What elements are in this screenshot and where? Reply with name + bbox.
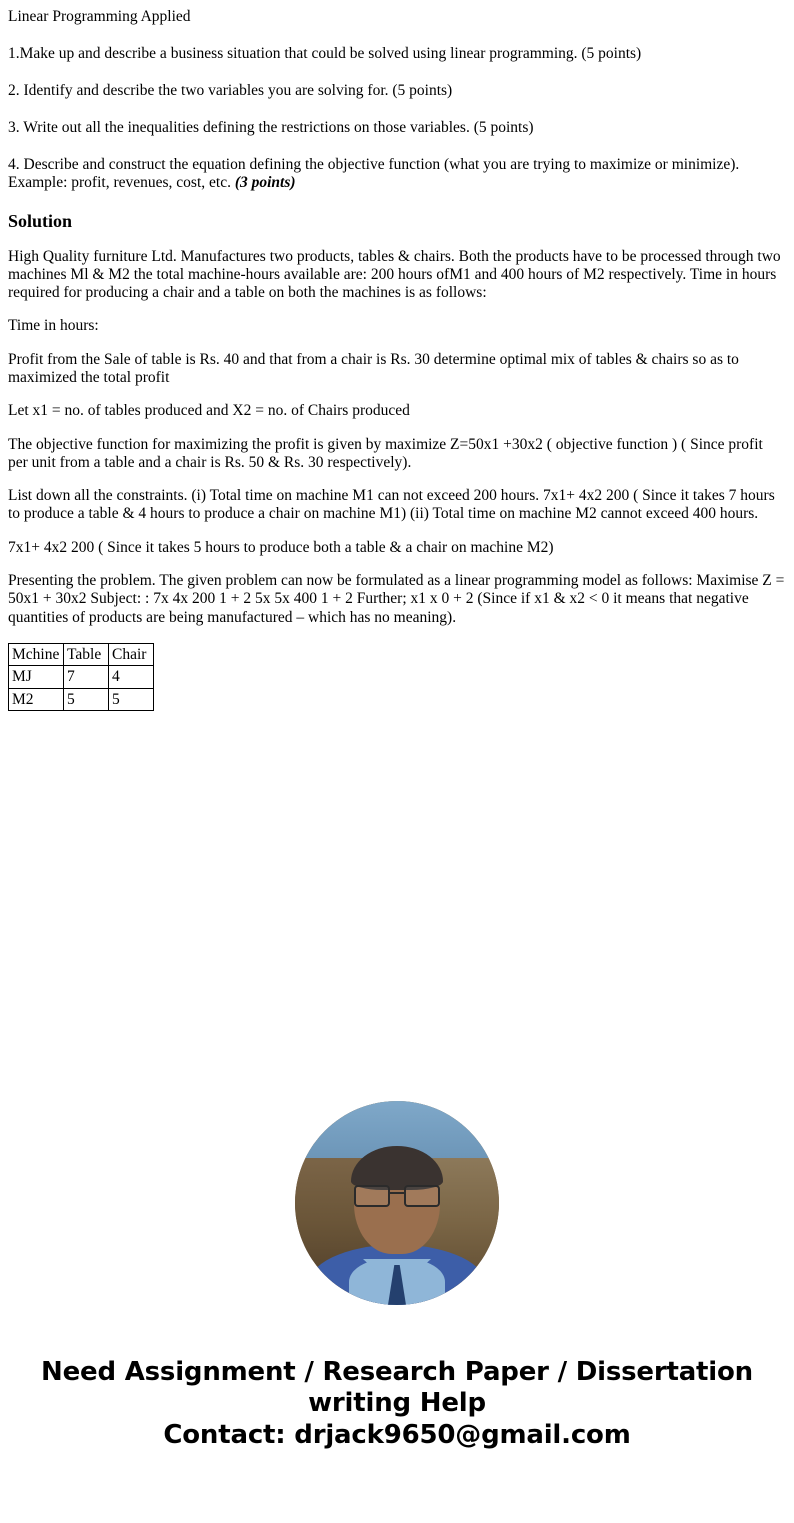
cell-table-1: 5 xyxy=(64,688,109,710)
promo-line-1: Need Assignment / Research Paper / Dissertation writing Help xyxy=(41,1356,753,1418)
solution-paragraph-8: Presenting the problem. The given problem can now be formulated as a linear programming model as follows: Maximise Z = 50x1 + 30x2 Subject: : 7x 4x 200 1 + 2 5x 5x 400 1 + 2 Further; x1 x 0 + 2 (Since if x1 & x2 < 0 it means that negative quantities of products are being manufactured – which has no meaning). xyxy=(8,571,785,626)
question-4 xyxy=(8,156,786,192)
table-header-machine: Mchine xyxy=(9,643,64,665)
table-header-chair: Chair xyxy=(109,643,154,665)
machine-hours-table xyxy=(8,643,154,711)
question-4-text: 4. Describe and construct the equation defining the objective function (what you are trying to maximize or minimize). Example: profit, revenues, cost, etc. xyxy=(8,156,740,191)
avatar xyxy=(295,1101,499,1305)
question-1: 1.Make up and describe a business situation that could be solved using linear programming. (5 points) xyxy=(8,45,642,62)
question-2: 2. Identify and describe the two variables you are solving for. (5 points) xyxy=(8,82,453,99)
cell-chair-0: 4 xyxy=(109,666,154,688)
solution-heading: Solution xyxy=(8,211,73,231)
table-header-table: Table xyxy=(64,643,109,665)
question-3: 3. Write out all the inequalities defining the restrictions on those variables. (5 points) xyxy=(8,119,534,136)
photo-section xyxy=(8,1101,786,1305)
glasses-icon xyxy=(354,1185,440,1205)
solution-paragraph-1: High Quality furniture Ltd. Manufactures two products, tables & chairs. Both the products have to be processed through two machines Ml & M2 the total machine-hours available are: 200 hours ofM1 and 400 hours of M2 respectively. Time in hours required for producing a chair and a table on both the machines is as follows: xyxy=(8,247,781,302)
glasses-bridge xyxy=(390,1192,404,1194)
solution-paragraph-7: 7x1+ 4x2 200 ( Since it takes 5 hours to produce both a table & a chair on machine M2) xyxy=(8,538,554,556)
question-4-points: (3 points) xyxy=(234,174,296,191)
solution-paragraph-4: Let x1 = no. of tables produced and X2 = no. of Chairs produced xyxy=(8,402,410,420)
table-row xyxy=(9,688,154,710)
glasses-lens-right xyxy=(404,1185,440,1207)
solution-paragraph-6: List down all the constraints. (i) Total time on machine M1 can not exceed 200 hours. 7x1+ 4x2 200 ( Since it takes 7 hours to produce a table & 4 hours to produce a chair on machine M1) (ii) Total time on machine M2 cannot exceed 400 hours. xyxy=(8,487,775,523)
solution-paragraph-3: Profit from the Sale of table is Rs. 40 and that from a chair is Rs. 30 determine optimal mix of tables & chairs so as to maximized the total profit xyxy=(8,350,739,386)
solution-paragraph-5: The objective function for maximizing the profit is given by maximize Z=50x1 +30x2 ( objective function ) ( Since profit per unit from a table and a chair is Rs. 50 & Rs. 30 respectively). xyxy=(8,435,763,471)
glasses-lens-left xyxy=(354,1185,390,1207)
cell-table-0: 7 xyxy=(64,666,109,688)
cell-machine-0: MJ xyxy=(9,666,64,688)
cell-machine-1: M2 xyxy=(9,688,64,710)
promo-banner xyxy=(8,1357,786,1451)
table-header-row xyxy=(9,643,154,665)
solution-paragraph-2: Time in hours: xyxy=(8,317,99,335)
cell-chair-1: 5 xyxy=(109,688,154,710)
promo-line-2: Contact: drjack9650@gmail.com xyxy=(163,1420,631,1451)
table-row xyxy=(9,666,154,688)
document-title: Linear Programming Applied xyxy=(8,8,191,25)
